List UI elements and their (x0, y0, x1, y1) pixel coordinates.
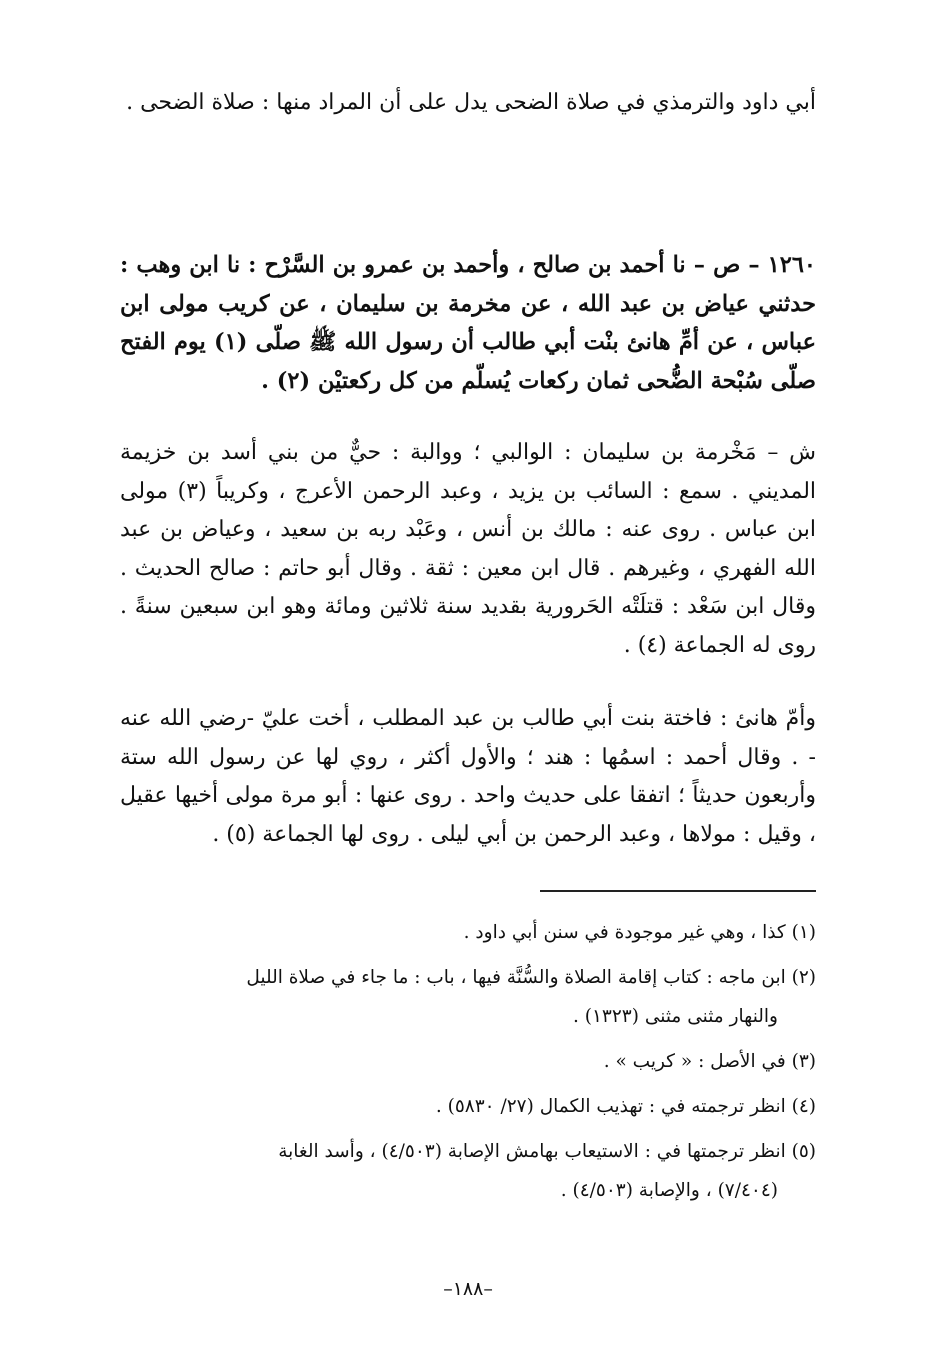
intro-paragraph: أبي داود والترمذي في صلاة الضحى يدل على أن المراد منها : صلاة الضحى . (126, 90, 816, 115)
umm-hani-paragraph: وأمّ هانئ : فاختة بنت أبي طالب بن عبد المطلب ، أخت عليّ -رضي الله عنه - . وقال أحمد : اسمُها : هند ؛ والأول أكثر ، روي لها عن رسول الله ستة وأربعون حديثاً ؛ اتفقا على حديث واحد . روى عنها : أبو مرة مولى أخيها عقيل ، وقيل : مولاها ، وعبد الرحمن بن أبي ليلى . روى لها الجماعة (٥) . (120, 706, 816, 847)
footnote-5 (120, 1132, 816, 1210)
footnote-continuation: والنهار مثنى مثنى (١٣٢٣) . (573, 1006, 778, 1027)
footnote-2 (120, 958, 816, 1036)
footnote-divider (540, 890, 816, 892)
footnotes (120, 913, 816, 1216)
footnote-text: (٥) انظر ترجمتها في : الاستيعاب بهامش الإصابة (٤/٥٠٣) ، وأسد الغابة (278, 1141, 816, 1162)
footnote-4 (120, 1087, 816, 1126)
footnote-3 (120, 1042, 816, 1081)
footnote-text: (٢) ابن ماجه : كتاب إقامة الصلاة والسُّنَّة فيها ، باب : ما جاء في صلاة الليل (246, 967, 816, 988)
footnote-continuation: (٧/٤٠٤) ، والإصابة (٤/٥٠٣) . (560, 1180, 778, 1201)
hadith-paragraph: ١٢٦٠ – ص – نا أحمد بن صالح ، وأحمد بن عمرو بن السَّرْح : نا ابن وهب : حدثني عياض بن عبد الله ، عن مخرمة بن سليمان ، عن كريب مولى ابن عباس ، عن أمِّ هانئ بنْت أبي طالب أن رسول الله ﷺ صلّى (١) يوم الفتح صلّى سُبْحة الضُّحى ثمان ركعات يُسلّم من كل ركعتيْن (٢) . (120, 252, 816, 394)
page-number: –١٨٨– (443, 1278, 493, 1300)
commentary-paragraph: ش – مَخْرمة بن سليمان : الوالبي ؛ ووالبة : حيٌّ من بني أسد بن خزيمة المديني . سمع : السائب بن يزيد ، وعبد الرحمن الأعرج ، وكريباً (٣) مولى ابن عباس . روى عنه : مالك بن أنس ، وعَبْد ربه بن سعيد ، وعياض بن عبد الله الفهري ، وغيرهم . قال ابن معين : ثقة . وقال أبو حاتم : صالح الحديث . وقال ابن سَعْد : قتلَتْه الحَرورية بقديد سنة ثلاثين ومائة وهو ابن سبعين سنةً . روى له الجماعة (٤) . (120, 440, 817, 658)
footnote-text: (٤) انظر ترجمته في : تهذيب الكمال (٢٧/ ٥٨٣٠) . (435, 1096, 816, 1117)
page-body (120, 70, 816, 1310)
footnote-text: (١) كذا ، وهي غير موجودة في سنن أبي داود . (463, 922, 816, 943)
footnote-1 (120, 913, 816, 952)
footnote-text: (٣) في الأصل : « كريب » . (603, 1051, 816, 1072)
